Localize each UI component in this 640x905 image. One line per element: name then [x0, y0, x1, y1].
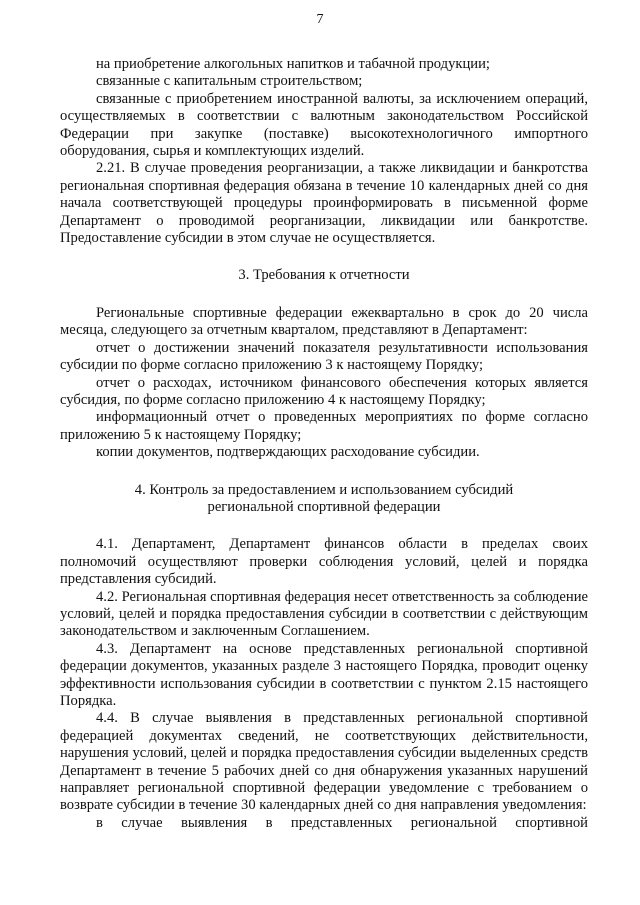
list-item-currency: связанные с приобретением иностранной валюты, за исключением операций, осуществляемых в соответствии с валютным законодательством Российской Федерации при закупке (поставке) высокотехнологичного импортного оборудования, сырья и комплектующих изделий. — [60, 90, 588, 160]
paragraph-4-1: 4.1. Департамент, Департамент финансов области в пределах своих полномочий осуществляют проверки соблюдения условий, целей и порядка представления субсидий. — [60, 536, 588, 588]
paragraph-4-4-continuation: в случае выявления в представленных региональной спортивной — [96, 814, 588, 831]
report-item-expenses: отчет о расходах, источником финансового обеспечения которых является субсидия, по форме согласно приложению 4 к настоящему Порядку; — [60, 374, 588, 408]
list-item-construction: связанные с капитальным строительством; — [96, 73, 363, 90]
report-item-events: информационный отчет о проведенных мероприятиях по форме согласно приложению 5 к настоящему Порядку; — [60, 409, 588, 443]
section-4-title-line2: региональной спортивной федерации — [207, 498, 441, 515]
page-number: 7 — [316, 12, 324, 27]
report-item-indicators: отчет о достижении значений показателя результативности использования субсидии по форме согласно приложению 3 к настоящему Порядку; — [60, 339, 588, 374]
section-3-intro: Региональные спортивные федерации ежеквартально в срок до 20 числа месяца, следующего за отчетным кварталом, представляют в Департамент: — [60, 304, 588, 339]
report-item-documents: копии документов, подтверждающих расходование субсидии. — [96, 444, 480, 461]
paragraph-4-4: 4.4. В случае выявления в представленных региональной спортивной федерацией документах сведений, не соответствующих действительности, нарушения условий, целей и порядка предоставления субсидии выделенных средств Департамент в течение 5 рабочих дней со дня обнаружения указанных нарушений направляет региональной спортивной федерации уведомление с требованием о возврате субсидии в течение 30 календарных дней со дня направления уведомления: — [60, 710, 588, 814]
paragraph-2-21: 2.21. В случае проведения реорганизации, а также ликвидации и банкротства региональная спортивная федерация обязана в течение 10 календарных дней со дня начала соответствующей процедуры проинформировать в письменной форме Департамент о проводимой реорганизации, ликвидации или банкротстве. Предоставление субсидии в этом случае не осуществляется. — [60, 160, 588, 247]
section-3-title: 3. Требования к отчетности — [238, 267, 410, 284]
section-4-title-line1: 4. Контроль за предоставлением и использованием субсидий — [134, 481, 514, 498]
document-body — [60, 56, 588, 832]
paragraph-4-3: 4.3. Департамент на основе представленных региональной спортивной федерации документов, указанных разделе 3 настоящего Порядка, проводит оценку эффективности использования субсидии в соответствии с пунктом 2.15 настоящего Порядка. — [60, 640, 588, 709]
list-item-alcohol: на приобретение алкогольных напитков и табачной продукции; — [96, 56, 490, 72]
paragraph-4-2: 4.2. Региональная спортивная федерация несет ответственность за соблюдение условий, целей и порядка предоставления субсидии в соответствии с действующим законодательством и заключенным Соглашением. — [60, 588, 588, 640]
